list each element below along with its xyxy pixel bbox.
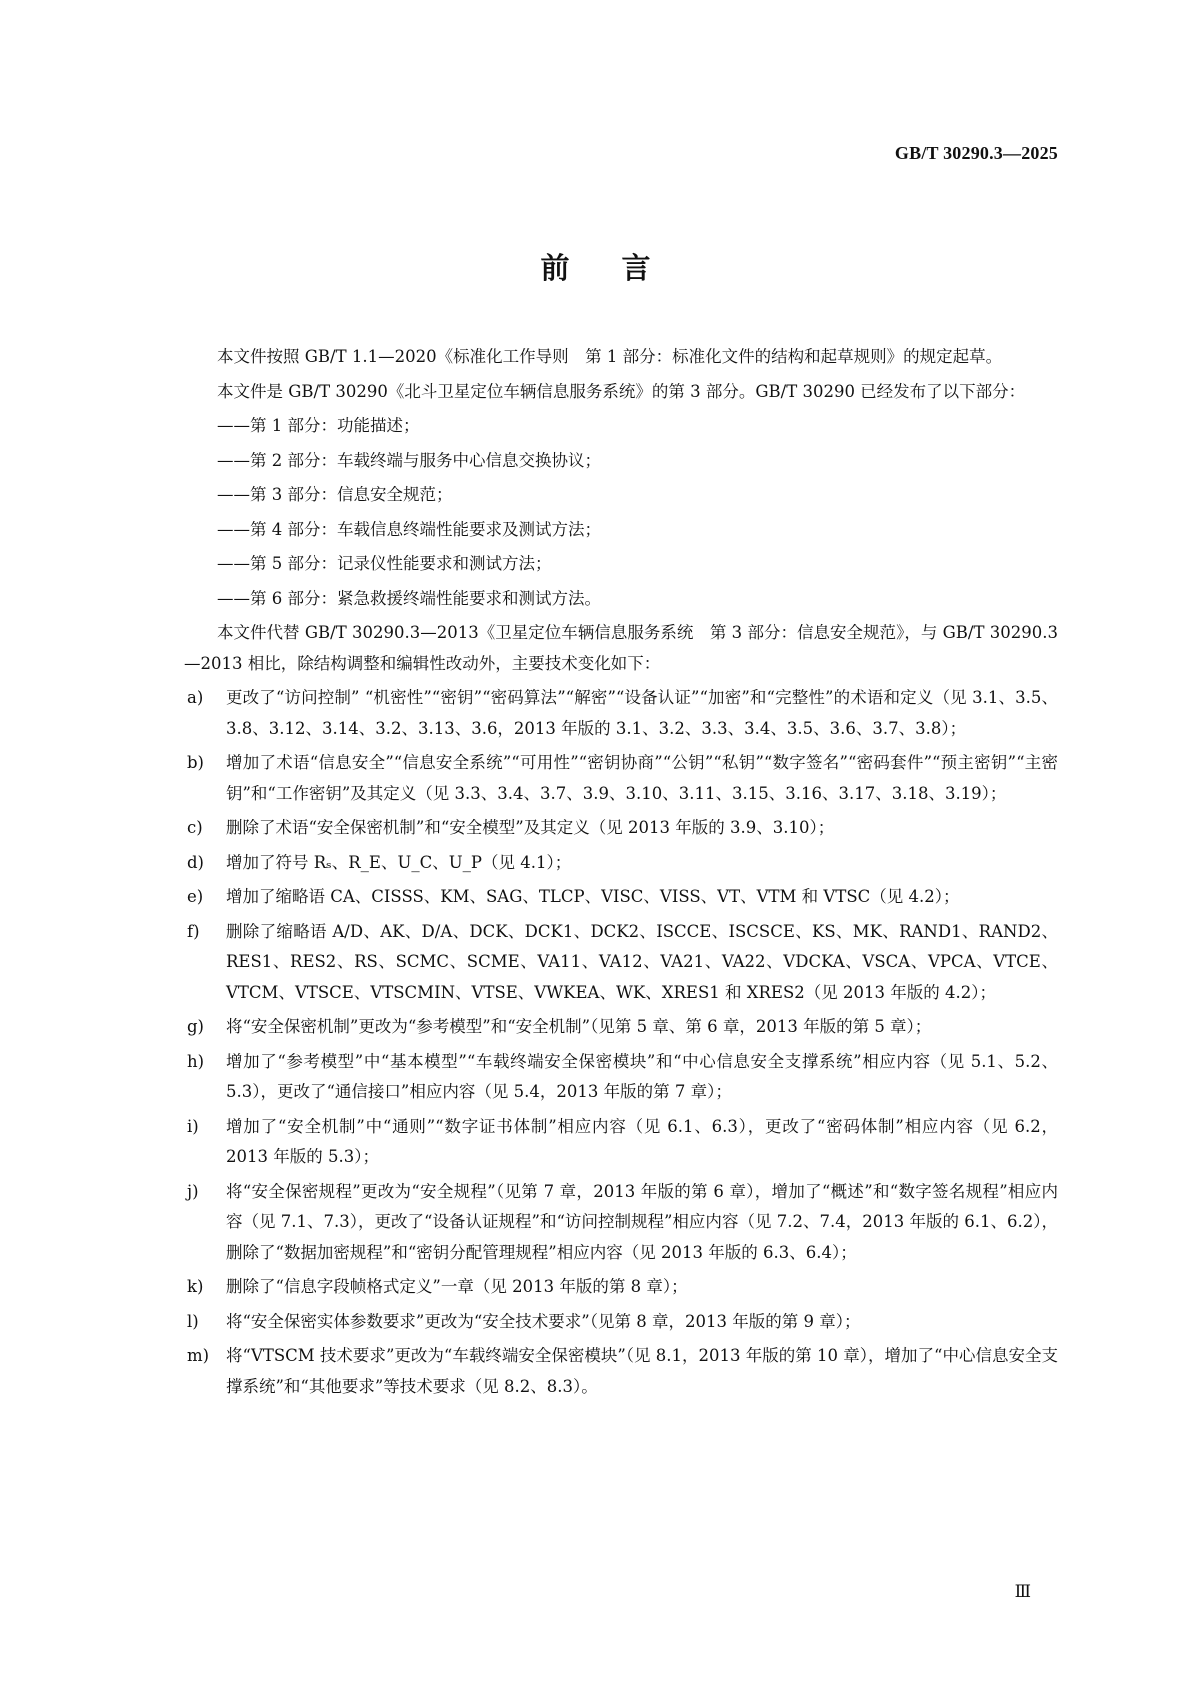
change-item-label: j) (187, 1181, 199, 1201)
intro-paragraph-1: 本文件按照 GB/T 1.1—2020《标准化工作导则 第 1 部分：标准化文件的结构和起草规则》的规定起草。 (217, 347, 1003, 366)
document-code: GB/T 30290.3—2025 (894, 143, 1058, 163)
change-item-label: f) (187, 921, 200, 941)
change-item-text: 增加了“安全机制”中“通则”“数字证书体制”相应内容（见 6.1、6.3），更改了“密码体制”相应内容（见 6.2，2013 年版的 5.3）； (226, 1116, 1058, 1166)
change-item-label: m) (187, 1346, 210, 1365)
change-item-label: g) (187, 1017, 204, 1036)
change-item (184, 683, 1058, 744)
change-item (184, 1012, 1058, 1043)
part-list-item: ——第 2 部分：车载终端与服务中心信息交换协议； (217, 450, 601, 470)
change-item-label: l) (187, 1311, 199, 1331)
change-item (184, 1307, 1058, 1338)
change-item-text: 增加了符号 Rₛ、R_E、U_C、U_P（见 4.1）； (226, 852, 572, 872)
change-item-text: 删除了缩略语 A/D、AK、D/A、DCK、DCK1、DCK2、ISCCE、ISCSCE、KS、MK、RAND1、RAND2、RES1、RES2、RS、SCMC、SCME、VA11、VA12、VA21、VA22、VDCKA、VSCA、VPCA、VTCE、VTCM、VTSCE、VTSCMIN、VTSE、VWKEA、WK、XRES1 和 XRES2（见 2013 年版的 4.2）； (226, 921, 1058, 1002)
foreword-body (184, 342, 1058, 1406)
change-item-text: 将“VTSCM 技术要求”更改为“车载终端安全保密模块”（见 8.1，2013 年版的第 10 章），增加了“中心信息安全支撑系统”和“其他要求”等技术要求（见 8.2、8.3）。 (226, 1346, 1058, 1396)
change-item (184, 1272, 1058, 1303)
change-item-text: 删除了“信息字段帧格式定义”一章（见 2013 年版的第 8 章）； (226, 1277, 688, 1296)
change-item-label: h) (187, 1051, 205, 1071)
change-item-text: 将“安全保密实体参数要求”更改为“安全技术要求”（见第 8 章，2013 年版的第 9 章）； (226, 1311, 861, 1331)
change-item (184, 748, 1058, 809)
intro-paragraph-2: 本文件是 GB/T 30290《北斗卫星定位车辆信息服务系统》的第 3 部分。GB/T 30290 已经发布了以下部分： (217, 381, 1026, 401)
change-item-text: 将“安全保密规程”更改为“安全规程”（见第 7 章，2013 年版的第 6 章），增加了“概述”和“数字签名规程”相应内容（见 7.1、7.3），更改了“设备认证规程”和“访问控制规程”相应内容（见 7.2、7.4，2013 年版的 6.1、6.2），删除了“数据加密规程”和“密钥分配管理规程”相应内容（见 2013 年版的 6.3、6.4）； (226, 1181, 1058, 1262)
change-item (184, 813, 1058, 844)
change-item-text: 增加了术语“信息安全”“信息安全系统”“可用性”“密钥协商”“公钥”“私钥”“数字签名”“密码套件”“预主密钥”“主密钥”和“工作密钥”及其定义（见 3.3、3.4、3.7、3.9、3.10、3.11、3.15、3.16、3.17、3.18、3.19）； (226, 753, 1058, 803)
change-item (184, 848, 1058, 879)
part-list-item: ——第 1 部分：功能描述； (217, 416, 420, 435)
change-item (184, 1112, 1058, 1173)
page-title: 前言 (540, 251, 703, 285)
change-item-label: d) (187, 852, 204, 872)
change-item-text: 增加了“参考模型”中“基本模型”“车载终端安全保密模块”和“中心信息安全支撑系统”相应内容（见 5.1、5.2、5.3），更改了“通信接口”相应内容（见 5.4，2013 年版的第 7 章）； (226, 1051, 1058, 1101)
change-item-label: a) (187, 688, 204, 707)
change-item-text: 更改了“访问控制” “机密性”“密钥”“密码算法”“解密”“设备认证”“加密”和“完整性”的术语和定义（见 3.1、3.5、3.8、3.12、3.14、3.2、3.13、3.6，2013 年版的 3.1、3.2、3.3、3.4、3.5、3.6、3.7、3.8）； (226, 688, 1058, 738)
part-list-item: ——第 6 部分：紧急救援终端性能要求和测试方法。 (217, 588, 601, 608)
change-item-label: e) (187, 887, 204, 906)
change-item-label: k) (187, 1277, 204, 1296)
change-item-label: c) (187, 818, 203, 837)
change-item (184, 917, 1058, 1009)
change-item-text: 增加了缩略语 CA、CISSS、KM、SAG、TLCP、VISC、VISS、VT、VTM 和 VTSC（见 4.2）； (226, 887, 960, 906)
change-item (184, 1047, 1058, 1108)
change-item (184, 1341, 1058, 1402)
page-number: Ⅲ (1014, 1582, 1031, 1601)
change-item (184, 1177, 1058, 1269)
change-item-text: 将“安全保密机制”更改为“参考模型”和“安全机制”（见第 5 章、第 6 章，2013 年版的第 5 章）； (226, 1017, 932, 1036)
change-item-label: i) (187, 1116, 199, 1136)
part-list-item: ——第 3 部分：信息安全规范； (217, 485, 453, 504)
change-item-text: 删除了术语“安全保密机制”和“安全模型”及其定义（见 2013 年版的 3.9、3.10）； (226, 818, 835, 837)
part-list-item: ——第 5 部分：记录仪性能要求和测试方法； (217, 554, 552, 573)
replacement-paragraph: 本文件代替 GB/T 30290.3—2013《卫星定位车辆信息服务系统 第 3 部分：信息安全规范》，与 GB/T 30290.3—2013 相比，除结构调整和编辑性改动外，主要技术变化如下： (184, 623, 1058, 673)
change-item (184, 882, 1058, 913)
change-item-label: b) (187, 753, 204, 772)
part-list-item: ——第 4 部分：车载信息终端性能要求及测试方法； (217, 519, 601, 539)
